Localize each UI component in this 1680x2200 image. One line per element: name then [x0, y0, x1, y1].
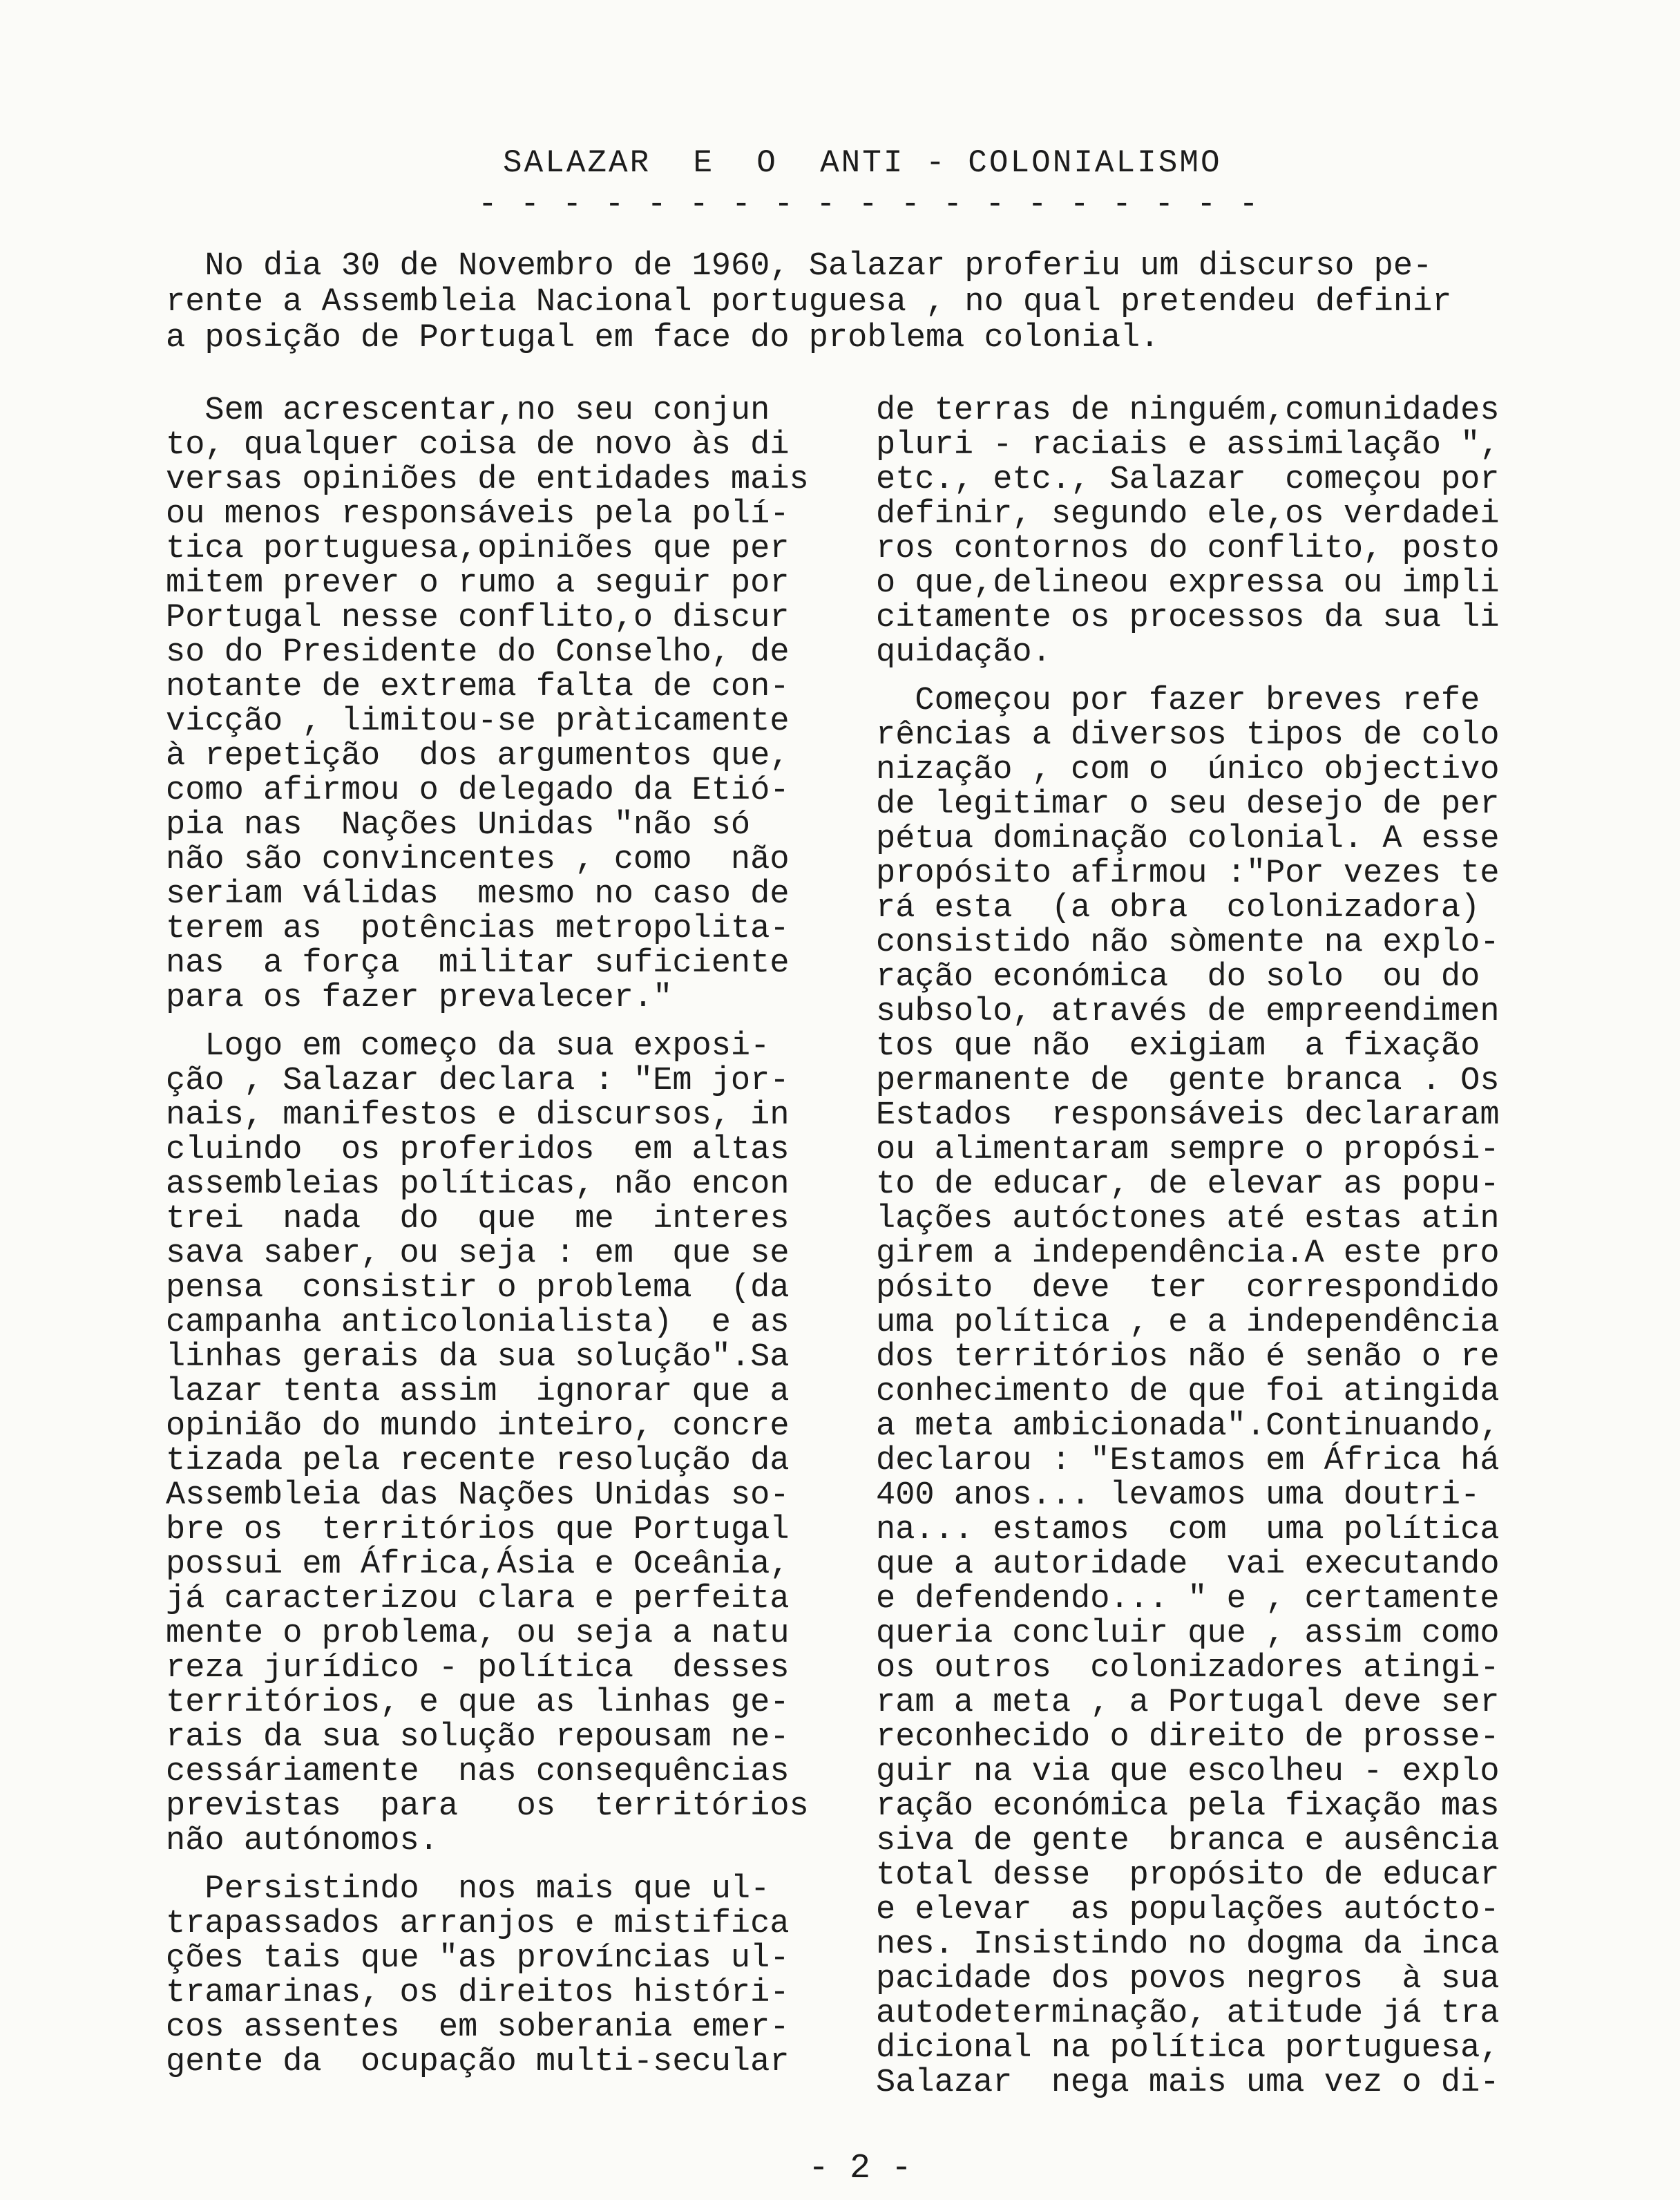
document-title: SALAZAR E O ANTI - COLONIALISMO: [503, 145, 1222, 181]
left-paragraph-3: Persistindo nos mais que ul- trapassados arranjos e mistifica ções tais que "as províncias ul- tramarinas, os direitos históri- cos assentes em soberania emer- gente da ocupação multi-secular: [166, 1871, 790, 2080]
right-column: [876, 394, 1567, 2114]
left-paragraph-1: Sem acrescentar,no seu conjun to, qualquer coisa de novo às di versas opiniões de entidades mais ou menos responsáveis pela polí- tica portuguesa,opiniões que per mitem prever o rumo a seguir por Portugal nesse conflito,o discur so do Presidente do Conselho, de notante de extrema falta de con- vicção , limitou-se pràticamente à repetição dos argumentos que, como afirmou o delegado da Etió- pia nas Nações Unidas "não só não são convincentes , como não seriam válidas mesmo no caso de terem as potências metropolita- nas a força militar suficiente para os fazer prevalecer.": [166, 392, 809, 1016]
right-paragraph-2: Começou por fazer breves refe rências a diversos tipos de colo nização , com o único objectivo de legitimar o seu desejo de per pétua dominação colonial. A esse propósito afirmou :"Por vezes te rá esta (a obra colonizadora) consistido não sòmente na explo- ração económica do solo ou do subsolo, através de empreendimen tos que não exigiam a fixação permanente de gente branca . Os Estados responsáveis declararam ou alimentaram sempre o propósi- to de educar, de elevar as popu- lações autóctones até estas atin girem a independência.A este pro pósito deve ter correspondido uma política , e a independência dos territórios não é senão o re conhecimento de que foi atingida a meta ambicionada".Continuando, declarou : "Estamos em África há 400 anos... levamos uma doutri- na... estamos com uma política que a autoridade vai executando e defendendo... " e , certamente queria concluir que , assim como os outros colonizadores atingi- ram a meta , a Portugal deve ser reconhecido o direito de prosse- guir na via que escolheu - explo ração económica pela fixação mas siva de gente branca e ausência total desse propósito de educar e elevar as populações autócto- nes. Insistindo no dogma da inca pacidade dos povos negros à sua autodeterminação, atitude já tra dicional na política portuguesa, Salazar nega mais uma vez o di-: [876, 683, 1500, 2101]
right-paragraph-1: de terras de ninguém,comunidades pluri - raciais e assimilação ", etc., etc., Salazar começou por definir, segundo ele,os verdadei ros contornos do conflito, posto o que,delineou expressa ou impli citamente os processos da sua li quidação.: [876, 392, 1500, 671]
title-underline: - - - - - - - - - - - - - - - - - - -: [478, 187, 1261, 222]
intro-paragraph: No dia 30 de Novembro de 1960, Salazar proferiu um discurso pe- rente a Assembleia Nacional portuguesa , no qual pretendeu definir a posição de Portugal em face do problema colonial.: [166, 248, 1452, 357]
page-number: - 2 -: [808, 2149, 913, 2188]
left-paragraph-2: Logo em começo da sua exposi- ção , Salazar declara : "Em jor- nais, manifestos e discursos, in cluindo os proferidos em altas assembleias políticas, não encon trei nada do que me interes sava saber, ou seja : em que se pensa consistir o problema (da campanha anticolonialista) e as linhas gerais da sua solução".Sa lazar tenta assim ignorar que a opinião do mundo inteiro, concre tizada pela recente resolução da Assembleia das Nações Unidas so- bre os territórios que Portugal possui em África,Ásia e Oceânia, já caracterizou clara e perfeita mente o problema, ou seja a natu reza jurídico - política desses territórios, e que as linhas ge- rais da sua solução repousam ne- cessáriamente nas consequências previstas para os territórios não autónomos.: [166, 1028, 809, 1859]
left-column: [166, 394, 850, 2094]
